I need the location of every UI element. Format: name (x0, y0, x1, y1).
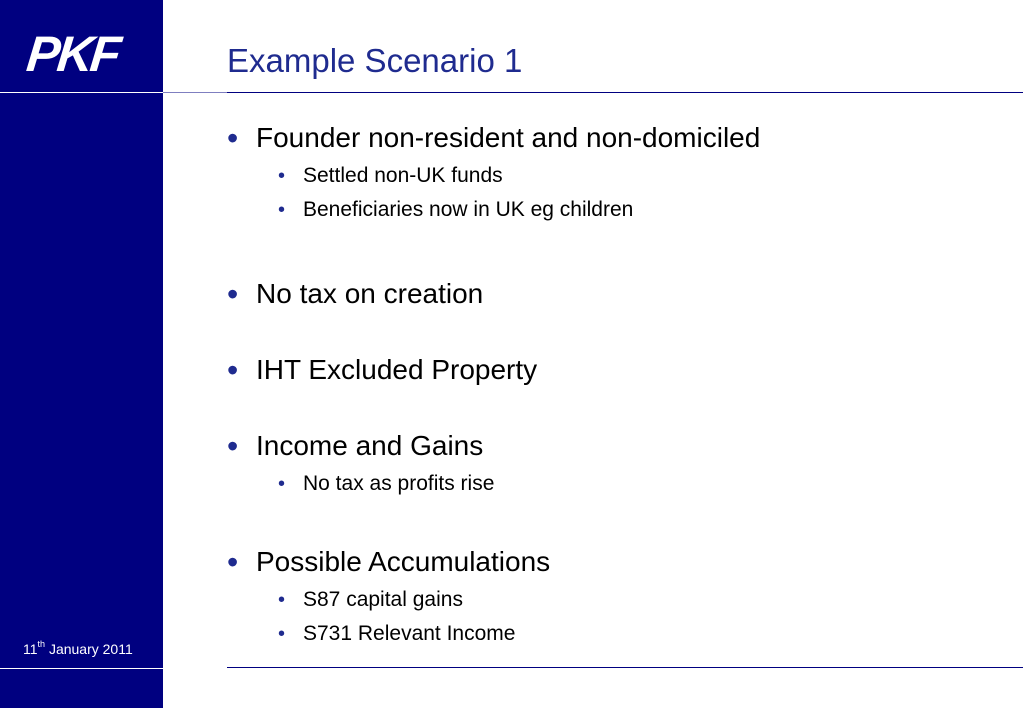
bullet-text: No tax on creation (256, 278, 484, 309)
pkf-logo: PKF (24, 26, 121, 82)
bullet-dot-icon: • (227, 544, 239, 580)
slide-title: Example Scenario 1 (227, 42, 523, 79)
footer-rule (227, 667, 1023, 668)
bullet-item (227, 542, 550, 582)
sub-bullet-item (227, 160, 760, 192)
bullet-item (227, 426, 494, 466)
sidebar (0, 0, 163, 708)
sidebar-divider-top (0, 92, 163, 93)
sub-bullet-dot-icon: • (278, 199, 286, 221)
sub-bullet-item (227, 618, 550, 650)
bullet-group (227, 118, 760, 226)
sidebar-divider-bottom (0, 668, 163, 669)
title-rule (227, 92, 1023, 93)
bullet-item (227, 350, 537, 390)
date-day: 11 (23, 641, 38, 657)
bullet-group (227, 274, 483, 314)
date-rest: January 2011 (45, 641, 133, 657)
sub-bullet-dot-icon: • (278, 589, 286, 611)
sub-bullet-dot-icon: • (278, 473, 286, 495)
bullet-item (227, 118, 760, 158)
bullet-group (227, 542, 550, 650)
date-suffix: th (37, 639, 46, 650)
bullet-item (227, 274, 483, 314)
bullet-dot-icon: • (227, 120, 239, 156)
sub-bullet-text: Settled non-UK funds (303, 164, 503, 187)
sub-bullet-dot-icon: • (278, 165, 286, 187)
bullet-dot-icon: • (227, 276, 239, 312)
bullet-text: Income and Gains (256, 430, 484, 461)
bullet-dot-icon: • (227, 428, 239, 464)
slide-date (23, 640, 133, 658)
bullet-group (227, 426, 494, 500)
sub-bullet-text: S87 capital gains (303, 588, 463, 611)
sub-bullet-text: Beneficiaries now in UK eg children (303, 198, 634, 221)
sub-bullet-text: No tax as profits rise (303, 472, 495, 495)
bullet-group (227, 350, 537, 390)
sub-bullet-item (227, 468, 494, 500)
bullet-text: IHT Excluded Property (256, 354, 538, 385)
sub-bullet-item (227, 194, 760, 226)
bullet-text: Possible Accumulations (256, 546, 551, 577)
sub-bullet-text: S731 Relevant Income (303, 622, 516, 645)
bullet-dot-icon: • (227, 352, 239, 388)
sub-bullet-item (227, 584, 550, 616)
bullet-text: Founder non-resident and non-domiciled (256, 122, 761, 153)
title-rule-left (163, 92, 227, 93)
sub-bullet-dot-icon: • (278, 623, 286, 645)
